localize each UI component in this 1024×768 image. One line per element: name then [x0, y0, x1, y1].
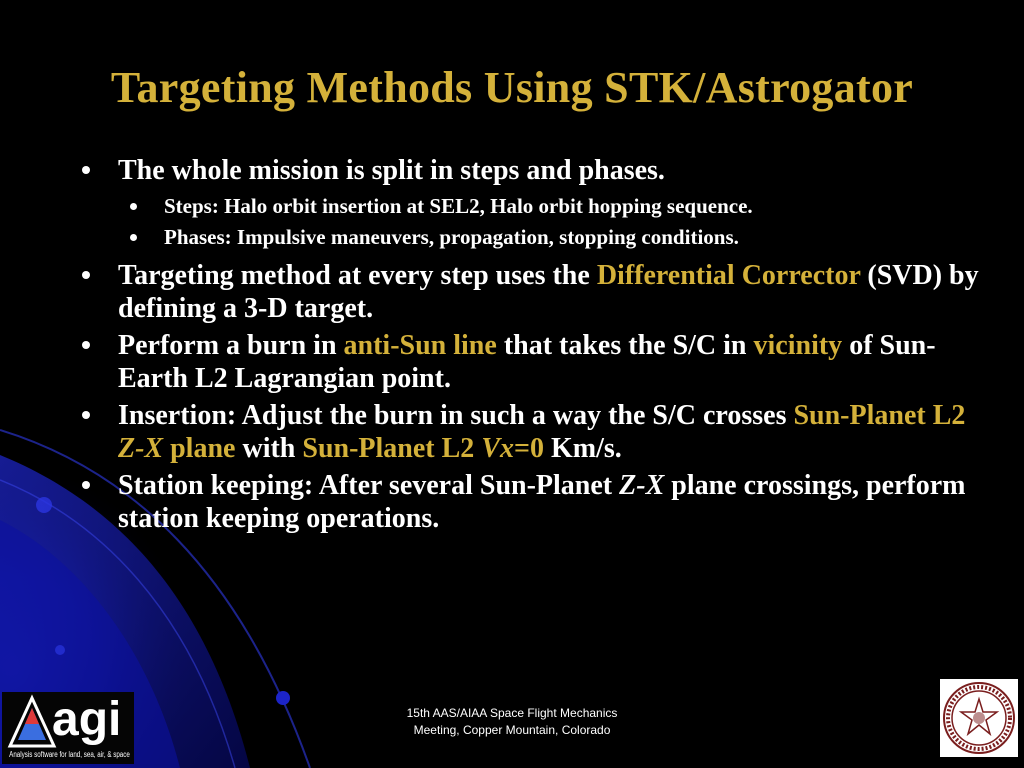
- bullet-text: Perform a burn in: [118, 330, 344, 361]
- sub-bullet-text: Steps: Halo orbit insertion at SEL2, Halo orbit hopping sequence.: [164, 194, 753, 218]
- highlight-text: Differential Corrector: [596, 260, 861, 291]
- seal-emblem-icon: [940, 679, 1018, 757]
- bullet-item: [82, 399, 982, 465]
- slide-title: Targeting Methods Using STK/Astrogator: [110, 63, 914, 112]
- bullet-dot-icon: [82, 411, 90, 419]
- bullet-dot-icon: [82, 481, 90, 489]
- bullet-dot-icon: [82, 341, 90, 349]
- highlight-text: Vx: [481, 433, 514, 464]
- bullet-text: Insertion: Adjust the burn in such a way the S/C crosses: [118, 400, 794, 431]
- university-seal-icon: [940, 679, 1018, 757]
- bullet-item: [82, 154, 982, 187]
- bullet-item: [82, 259, 982, 325]
- bullet-text: plane crossings, perform station keeping operations.: [118, 470, 966, 534]
- agi-triangle-icon: [6, 694, 58, 750]
- bullet-text: Z-X: [619, 470, 665, 501]
- agi-wordmark: agi: [52, 693, 122, 746]
- bullet-text: Km/s.: [543, 433, 622, 464]
- agi-tagline: Analysis software for land, sea, air, & space: [9, 750, 130, 759]
- bullet-text: Targeting method at every step uses the: [118, 260, 597, 291]
- bullet-text: that takes the S/C in: [496, 330, 754, 361]
- footer-text: [362, 705, 662, 739]
- bullet-dot-icon: [130, 203, 137, 210]
- bullet-text: (SVD) by defining a 3-D target.: [118, 260, 979, 324]
- footer-line-1: 15th AAS/AIAA Space Flight Mechanics: [406, 706, 618, 720]
- bullet-text: Station keeping: After several Sun-Planet: [118, 470, 620, 501]
- sub-bullet-item: [82, 191, 982, 222]
- agi-logo: [2, 692, 134, 764]
- sub-bullet-item: [82, 222, 982, 253]
- highlight-text: Sun-Planet L2: [302, 433, 482, 464]
- highlight-text: Z-X: [118, 433, 164, 464]
- bullet-dot-icon: [82, 166, 90, 174]
- sub-bullet-text: Phases: Impulsive maneuvers, propagation, stopping conditions.: [164, 225, 739, 249]
- bullet-item: [82, 469, 982, 535]
- bullet-text: The whole mission is split in steps and phases.: [118, 155, 665, 186]
- highlight-text: vicinity: [753, 330, 843, 361]
- highlight-text: Sun-Planet L2: [793, 400, 966, 431]
- bullet-item: [82, 329, 982, 395]
- bullet-dot-icon: [82, 271, 90, 279]
- bullet-dot-icon: [130, 234, 137, 241]
- bullet-list: [82, 154, 982, 539]
- highlight-text: anti-Sun line: [343, 330, 497, 361]
- sub-bullet-list: [82, 191, 982, 253]
- bullet-text: with: [235, 433, 303, 464]
- highlight-text: plane: [163, 433, 236, 464]
- highlight-text: =0: [514, 433, 544, 464]
- bullet-text: of Sun-Earth L2 Lagrangian point.: [118, 330, 936, 394]
- footer-line-2: Meeting, Copper Mountain, Colorado: [413, 723, 611, 737]
